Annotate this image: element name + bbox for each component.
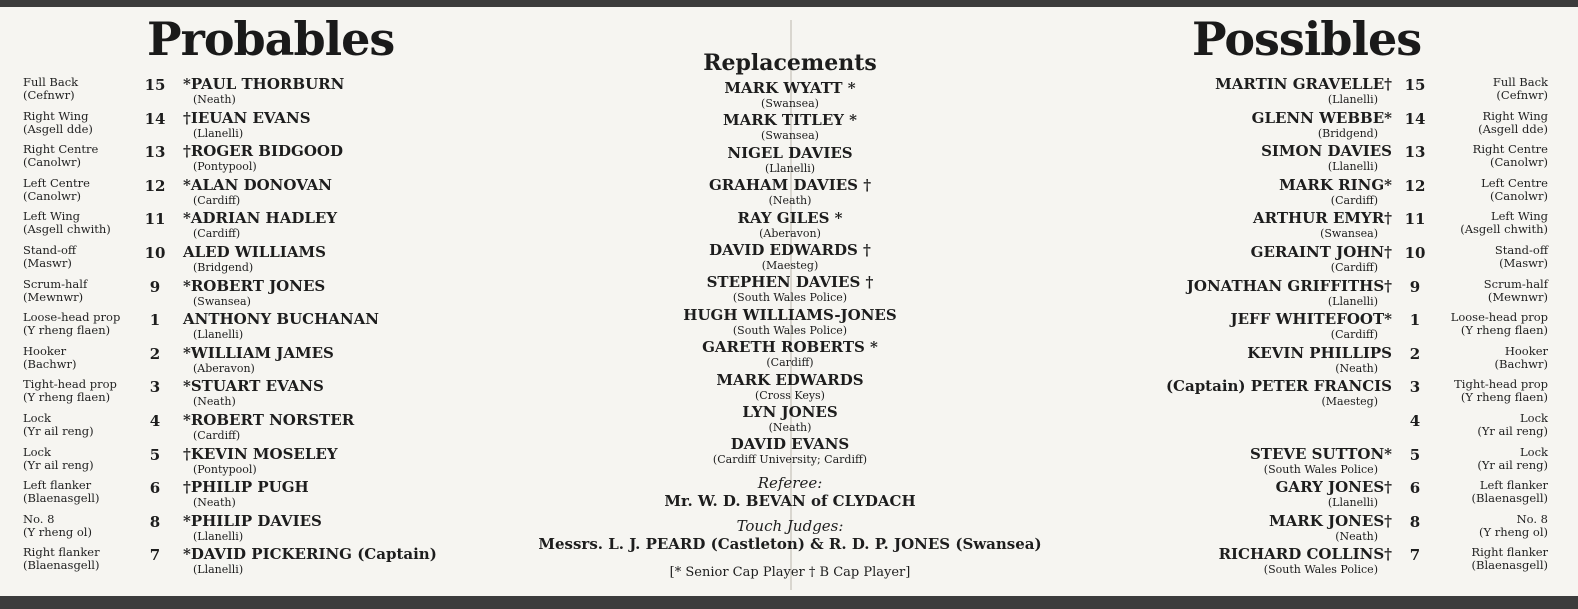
- player-name: MARK RING*: [1279, 175, 1392, 194]
- replacement-club: (South Wales Police): [732, 291, 848, 305]
- shirt-number: 2: [149, 344, 161, 363]
- player-entry: [1000, 311, 1392, 341]
- position-welsh: (Bachwr): [1494, 356, 1548, 371]
- position-welsh: (Maswr): [23, 256, 72, 270]
- position-welsh: (Canolwr): [1490, 188, 1548, 203]
- position-english: Left Wing: [1490, 209, 1548, 224]
- player-entry: [1000, 278, 1392, 308]
- replacement-name: MARK TITLEY *: [722, 111, 858, 130]
- shirt-number: 11: [144, 210, 166, 229]
- shirt-number: 12: [1404, 176, 1426, 195]
- position-english: Scrum-half: [1483, 276, 1548, 291]
- player-name: GERAINT JOHN†: [1250, 243, 1392, 261]
- probables-title: Probables: [147, 12, 395, 66]
- replacement-name: MARK WYATT *: [724, 79, 856, 97]
- position-english: Left flanker: [1479, 478, 1548, 493]
- replacement-entry: [575, 404, 1005, 434]
- player-name: *ROBERT NORSTER: [183, 411, 355, 429]
- position-english: Full Back: [1492, 75, 1548, 89]
- player-club: (Llanelli): [193, 126, 244, 140]
- shirt-number: 9: [1409, 277, 1421, 296]
- replacement-entry: [575, 80, 1005, 110]
- shirt-number: 14: [1404, 109, 1426, 128]
- position-english: Right flanker: [1471, 545, 1548, 560]
- touch-judges-label: Touch Judges:: [736, 517, 844, 535]
- player-club: (Cardiff): [1330, 193, 1378, 207]
- position-welsh: (Blaenasgell): [1471, 491, 1548, 506]
- shirt-number: 1: [149, 311, 161, 330]
- player-club: (Swansea): [1320, 227, 1378, 241]
- player-name: JEFF WHITEFOOT*: [1230, 310, 1392, 329]
- position-welsh: (Mewnwr): [1487, 289, 1548, 304]
- replacement-name: STEPHEN DAVIES †: [706, 273, 874, 292]
- possibles-title: Possibles: [1192, 12, 1422, 66]
- position-english: Left Wing: [23, 209, 81, 224]
- position-english: Right Wing: [1482, 108, 1548, 123]
- player-entry: [1000, 345, 1392, 375]
- replacement-club: (Neath): [768, 194, 812, 208]
- replacement-entry: [575, 210, 1005, 240]
- replacement-club: (Cardiff): [766, 356, 814, 370]
- shirt-number: 8: [149, 512, 161, 531]
- player-club: (Llanelli): [1327, 93, 1378, 106]
- referee-label: Referee:: [757, 474, 823, 492]
- player-club: (Neath): [1335, 361, 1378, 375]
- player-name: *WILLIAM JAMES: [183, 343, 334, 362]
- player-club: (Neath): [1335, 529, 1378, 543]
- replacement-club: (Neath): [768, 421, 812, 434]
- player-club: (Pontypool): [193, 160, 257, 174]
- shirt-number: 2: [1409, 344, 1421, 363]
- shirt-number: 4: [149, 412, 161, 430]
- shirt-number: 4: [1409, 412, 1421, 430]
- player-name: *PHILIP DAVIES: [183, 511, 322, 530]
- player-club: (Llanelli): [193, 563, 244, 577]
- position-english: Loose-head prop: [1450, 310, 1548, 325]
- position-welsh: (Cefnwr): [23, 88, 75, 102]
- shirt-number: 3: [149, 378, 161, 397]
- position-english: Tight-head prop: [23, 377, 117, 392]
- position-welsh: (Blaenasgell): [23, 491, 100, 506]
- shirt-number: 11: [1404, 210, 1426, 229]
- player-club: (Llanelli): [1327, 160, 1378, 174]
- player-club: (Llanelli): [193, 529, 244, 543]
- position-welsh: (Maswr): [1499, 256, 1548, 270]
- replacement-name: LYN JONES: [742, 403, 838, 421]
- shirt-number: 8: [1409, 512, 1421, 531]
- replacement-entry: [575, 145, 1005, 175]
- replacement-club: (Cross Keys): [755, 388, 825, 402]
- shirt-number: 5: [149, 445, 161, 464]
- replacement-entry: [575, 112, 1005, 142]
- player-club: (Cardiff): [193, 227, 241, 241]
- position-welsh: (Canolwr): [1490, 155, 1548, 170]
- replacement-club: (Cardiff University; Cardiff): [712, 453, 868, 467]
- player-entry: [1000, 177, 1392, 207]
- replacements-title: Replacements: [703, 50, 877, 76]
- player-name: SIMON DAVIES: [1261, 142, 1392, 161]
- position-english: Lock: [23, 444, 51, 459]
- position-welsh: (Asgell chwith): [1460, 222, 1548, 237]
- position-welsh: (Yr ail reng): [1477, 424, 1548, 438]
- player-name: GLENN WEBBE*: [1251, 108, 1392, 127]
- position-english: Loose-head prop: [23, 310, 121, 325]
- player-name: †PHILIP PUGH: [183, 478, 309, 497]
- position-english: Left flanker: [23, 478, 92, 493]
- bottom-border: [0, 596, 1578, 609]
- position-welsh: (Yr ail reng): [1477, 457, 1548, 472]
- player-name: *STUART EVANS: [183, 377, 324, 396]
- player-club: (Maesteg): [1321, 395, 1378, 409]
- referee-name: Mr. W. D. BEVAN of CLYDACH: [664, 492, 916, 510]
- position-welsh: (Asgell chwith): [23, 222, 111, 237]
- shirt-number: 5: [1409, 445, 1421, 464]
- shirt-number: 9: [149, 277, 161, 296]
- player-name: MARK JONES†: [1269, 511, 1392, 530]
- shirt-number: 3: [1409, 378, 1421, 397]
- position-english: No. 8: [1516, 511, 1548, 526]
- player-club: (Llanelli): [1327, 294, 1378, 308]
- position-welsh: (Y rheng ol): [1479, 524, 1548, 539]
- position-english: Left Centre: [23, 175, 90, 190]
- replacement-name: DAVID EVANS: [730, 435, 850, 454]
- player-name: *ROBERT JONES: [183, 276, 326, 295]
- replacement-entry: [575, 307, 1005, 337]
- position-english: Hooker: [1504, 343, 1548, 358]
- replacement-name: NIGEL DAVIES: [727, 143, 853, 162]
- top-border: [0, 0, 1578, 7]
- player-entry: [1000, 76, 1392, 106]
- player-name: MARTIN GRAVELLE†: [1215, 75, 1392, 93]
- player-name: *ADRIAN HADLEY: [183, 209, 338, 228]
- player-name: KEVIN PHILLIPS: [1247, 343, 1392, 362]
- player-name: †KEVIN MOSELEY: [183, 444, 338, 463]
- position-english: Stand-off: [23, 243, 77, 257]
- position-welsh: (Canolwr): [23, 188, 81, 203]
- player-name: RICHARD COLLINS†: [1218, 545, 1392, 564]
- position-welsh: (Yr ail reng): [23, 424, 94, 438]
- referee-block: [480, 474, 1100, 511]
- player-club: (Llanelli): [1327, 496, 1378, 510]
- position-english: Lock: [1520, 411, 1548, 425]
- position-english: Lock: [1520, 444, 1548, 459]
- replacement-entry: [575, 372, 1005, 402]
- position-welsh: (Y rheng ol): [23, 524, 92, 539]
- player-entry: [1000, 210, 1392, 240]
- shirt-number: 6: [1409, 479, 1421, 498]
- shirt-number: 15: [1404, 76, 1426, 94]
- replacement-entry: [575, 177, 1005, 207]
- position-welsh: (Canolwr): [23, 155, 81, 170]
- player-name: ANTHONY BUCHANAN: [183, 310, 379, 329]
- shirt-number: 13: [1404, 143, 1426, 162]
- shirt-number: 12: [144, 176, 166, 195]
- player-club: (Cardiff): [1330, 261, 1378, 274]
- replacement-name: HUGH WILLIAMS-JONES: [683, 305, 897, 324]
- position-welsh: (Blaenasgell): [1471, 558, 1548, 573]
- position-english: Stand-off: [1494, 243, 1548, 257]
- position-english: Right Centre: [1472, 142, 1548, 157]
- player-club: (Neath): [193, 93, 236, 106]
- player-club: (Bridgend): [193, 261, 254, 274]
- replacement-entry: [575, 339, 1005, 369]
- replacement-entry: [575, 274, 1005, 304]
- player-name: ARTHUR EMYR†: [1253, 209, 1392, 228]
- shirt-number: 13: [144, 143, 166, 162]
- player-entry: [1000, 110, 1392, 140]
- player-name: JONATHAN GRIFFITHS†: [1186, 276, 1392, 295]
- replacement-club: (Swansea): [761, 97, 819, 110]
- position-welsh: (Y rheng flaen): [23, 390, 111, 405]
- player-club: (Neath): [193, 395, 236, 409]
- cap-legend: [* Senior Cap Player † B Cap Player]: [669, 565, 911, 580]
- replacement-name: GRAHAM DAVIES †: [708, 176, 872, 195]
- shirt-number: 6: [149, 479, 161, 498]
- shirt-number: 10: [1404, 244, 1426, 262]
- player-entry: [1000, 378, 1392, 408]
- player-name: ALED WILLIAMS: [183, 243, 326, 261]
- shirt-number: 7: [149, 546, 161, 565]
- position-welsh: (Y rheng flaen): [1460, 390, 1548, 405]
- position-welsh: (Blaenasgell): [23, 558, 100, 573]
- position-english: Full Back: [23, 75, 79, 89]
- position-welsh: (Cefnwr): [1496, 88, 1548, 102]
- replacement-name: RAY GILES *: [737, 208, 843, 227]
- replacement-club: (South Wales Police): [732, 323, 848, 337]
- player-club: (Pontypool): [193, 462, 257, 476]
- touch-judges-names: Messrs. L. J. PEARD (Castleton) & R. D. P. JONES (Swansea): [538, 535, 1042, 553]
- position-english: Scrum-half: [23, 276, 88, 291]
- position-welsh: (Asgell dde): [1478, 121, 1548, 136]
- player-name: †ROGER BIDGOOD: [183, 142, 343, 161]
- player-club: (Cardiff): [193, 429, 241, 442]
- player-name: STEVE SUTTON*: [1249, 444, 1392, 463]
- replacement-club: (Maesteg): [761, 259, 819, 272]
- replacement-entry: [575, 436, 1005, 466]
- replacement-name: DAVID EDWARDS †: [709, 241, 871, 259]
- player-club: (Aberavon): [193, 361, 255, 375]
- position-welsh: (Y rheng flaen): [1460, 323, 1548, 338]
- shirt-number: 14: [144, 109, 166, 128]
- position-english: Lock: [23, 411, 51, 425]
- shirt-number: 15: [144, 76, 166, 94]
- player-name: †IEUAN EVANS: [183, 108, 311, 127]
- replacement-club: (Swansea): [761, 129, 819, 143]
- position-welsh: (Yr ail reng): [23, 457, 94, 472]
- position-english: Right Wing: [23, 108, 89, 123]
- position-welsh: (Y rheng flaen): [23, 323, 111, 338]
- player-club: (Bridgend): [1317, 126, 1378, 140]
- position-english: Tight-head prop: [1454, 377, 1548, 392]
- player-name: *PAUL THORBURN: [183, 75, 345, 93]
- replacement-club: (Aberavon): [759, 226, 821, 240]
- position-english: Left Centre: [1481, 175, 1548, 190]
- position-english: No. 8: [23, 511, 55, 526]
- player-club: (Neath): [193, 496, 236, 510]
- replacement-club: (Llanelli): [764, 161, 816, 175]
- position-english: Hooker: [23, 343, 67, 358]
- touch-judges-block: [480, 517, 1100, 554]
- player-club: (Llanelli): [193, 328, 244, 342]
- position-welsh: (Asgell dde): [23, 121, 93, 136]
- player-club: (Cardiff): [1330, 328, 1378, 342]
- replacement-name: GARETH ROBERTS *: [702, 338, 878, 357]
- shirt-number: 1: [1409, 311, 1421, 330]
- player-entry: [1000, 143, 1392, 173]
- player-entry: [1000, 244, 1392, 274]
- player-club: (South Wales Police): [1263, 563, 1378, 577]
- position-english: Right flanker: [23, 545, 100, 560]
- player-club: (Swansea): [193, 294, 251, 308]
- player-club: (Cardiff): [193, 193, 241, 207]
- player-name: GARY JONES†: [1275, 478, 1392, 497]
- player-entry: [1000, 446, 1392, 476]
- player-name: *ALAN DONOVAN: [183, 175, 333, 194]
- player-name: *DAVID PICKERING (Captain): [183, 545, 437, 564]
- position-welsh: (Mewnwr): [23, 289, 84, 304]
- replacement-name: MARK EDWARDS: [716, 370, 864, 389]
- player-club: (South Wales Police): [1263, 462, 1378, 476]
- position-welsh: (Bachwr): [23, 356, 77, 371]
- replacement-entry: [575, 242, 1005, 272]
- shirt-number: 10: [144, 244, 166, 262]
- position-english: Right Centre: [23, 142, 99, 157]
- shirt-number: 7: [1409, 546, 1421, 565]
- player-name: (Captain) PETER FRANCIS: [1165, 377, 1392, 396]
